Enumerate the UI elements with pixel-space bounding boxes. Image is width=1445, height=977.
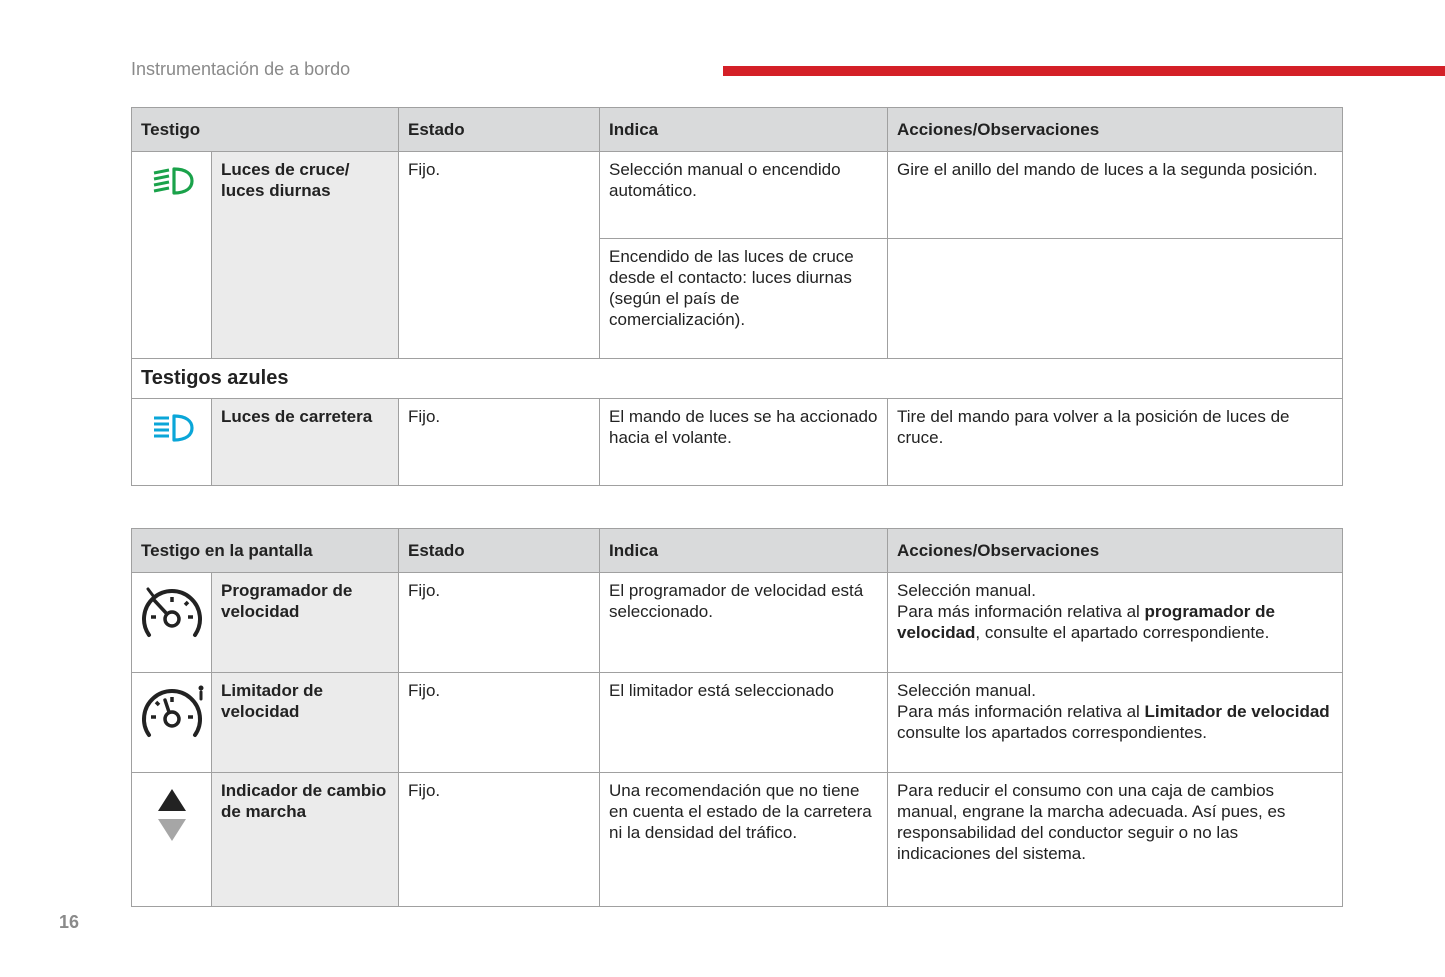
- page-section-title: Instrumentación de a bordo: [131, 59, 351, 79]
- indica-cell: Encendido de las luces de cruce desde el contacto: luces diurnas (según el país de comercialización).: [600, 239, 888, 359]
- acciones-text: , consulte el apartado correspondiente.: [975, 623, 1270, 642]
- speed-limiter-icon: [137, 730, 207, 749]
- acciones-text: consulte los apartados correspondientes.: [897, 723, 1207, 742]
- icon-cell: [132, 673, 212, 773]
- name-cell: Luces de cruce/ luces diurnas: [212, 152, 399, 359]
- header-indica: Indica: [600, 108, 888, 152]
- table-row: [132, 152, 1343, 239]
- acciones-bold: Limitador de velocidad: [1144, 702, 1330, 721]
- header-accent-bar: [723, 66, 1445, 76]
- acciones-cell: Para reducir el consumo con una caja de cambios manual, engrane la marcha adecuada. Así pues, es responsabilidad del conductor seguir o no las indicaciones del sistema.: [888, 773, 1343, 907]
- table-row: [132, 773, 1343, 907]
- estado-cell: Fijo.: [399, 399, 600, 486]
- display-indicators-table: [131, 528, 1343, 907]
- name-cell: Programador de velocidad: [212, 573, 399, 673]
- acciones-text: Para más información relativa al: [897, 702, 1145, 721]
- acciones-bold: programador de velocidad: [897, 602, 1275, 642]
- main-beam-icon: [148, 430, 196, 449]
- section-title: Testigos azules: [132, 359, 1343, 399]
- indica-cell: Una recomendación que no tiene en cuenta el estado de la carretera ni la densidad del tráfico.: [600, 773, 888, 907]
- header-indica: Indica: [600, 529, 888, 573]
- name-cell: Luces de carretera: [212, 399, 399, 486]
- warning-lights-table: [131, 107, 1343, 486]
- header-testigo: Testigo: [132, 108, 399, 152]
- acciones-line: Selección manual.: [897, 681, 1036, 700]
- name-cell: Limitador de velocidad: [212, 673, 399, 773]
- acciones-cell: [888, 239, 1343, 359]
- table-row: [132, 573, 1343, 673]
- gear-shift-indicator-icon: [156, 830, 188, 849]
- acciones-cell: [888, 573, 1343, 673]
- estado-cell: Fijo.: [399, 773, 600, 907]
- table-header-row: [132, 108, 1343, 152]
- table-row: [132, 673, 1343, 773]
- header-acciones: Acciones/Observaciones: [888, 529, 1343, 573]
- header-estado: Estado: [399, 529, 600, 573]
- acciones-line: Selección manual.: [897, 581, 1036, 600]
- estado-cell: Fijo.: [399, 673, 600, 773]
- section-row: [132, 359, 1343, 399]
- header-testigo: Testigo en la pantalla: [132, 529, 399, 573]
- page-number: 16: [59, 912, 80, 932]
- header-estado: Estado: [399, 108, 600, 152]
- indica-cell: Selección manual o encendido automático.: [600, 152, 888, 239]
- dipped-beam-icon: [148, 183, 196, 202]
- icon-cell: [132, 573, 212, 673]
- acciones-cell: Gire el anillo del mando de luces a la segunda posición.: [888, 152, 1343, 239]
- icon-cell: [132, 399, 212, 486]
- table-header-row: [132, 529, 1343, 573]
- cruise-control-icon: [137, 630, 207, 649]
- acciones-text: Para más información relativa al: [897, 602, 1145, 621]
- header-acciones: Acciones/Observaciones: [888, 108, 1343, 152]
- indica-cell: El programador de velocidad está seleccionado.: [600, 573, 888, 673]
- table-row: [132, 399, 1343, 486]
- indica-cell: El limitador está seleccionado: [600, 673, 888, 773]
- acciones-cell: [888, 673, 1343, 773]
- icon-cell: [132, 773, 212, 907]
- estado-cell: Fijo.: [399, 152, 600, 359]
- icon-cell: [132, 152, 212, 359]
- indica-cell: El mando de luces se ha accionado hacia el volante.: [600, 399, 888, 486]
- acciones-cell: Tire del mando para volver a la posición de luces de cruce.: [888, 399, 1343, 486]
- estado-cell: Fijo.: [399, 573, 600, 673]
- name-cell: Indicador de cambio de marcha: [212, 773, 399, 907]
